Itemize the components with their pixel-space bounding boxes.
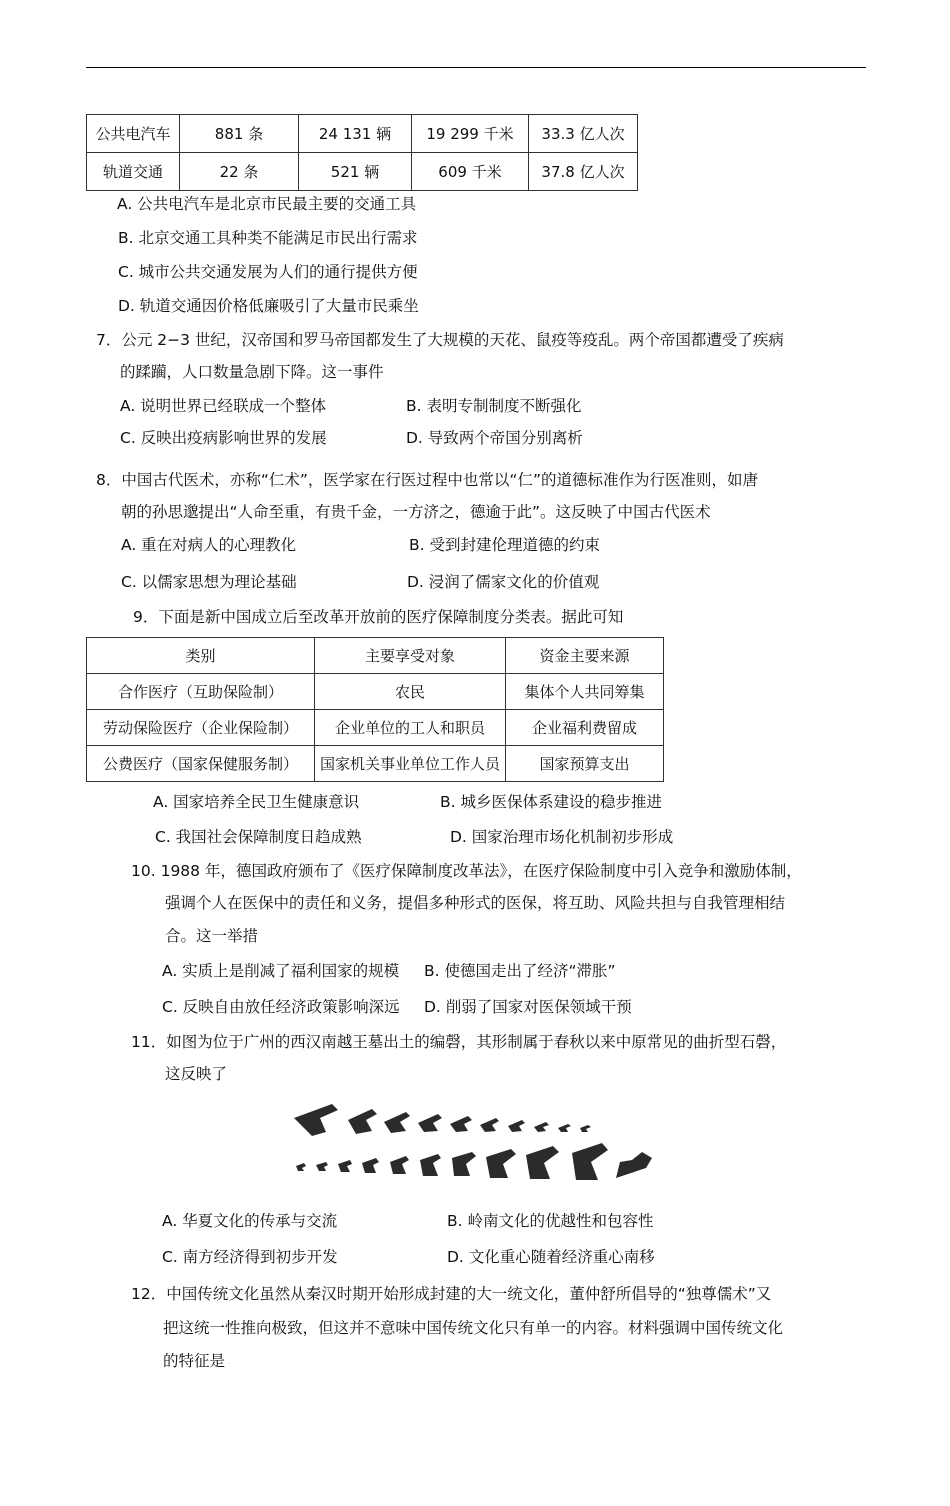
q11-stem-line2: 这反映了 [165, 1065, 228, 1083]
table-row [87, 710, 664, 746]
table-header: 主要享受对象 [315, 638, 506, 674]
q11-option-b: B. 岭南文化的优越性和包容性 [447, 1212, 654, 1230]
q11-option-d: D. 文化重心随着经济重心南移 [447, 1248, 655, 1266]
medical-insurance-table [86, 637, 664, 782]
table-cell: 轨道交通 [87, 153, 180, 191]
table-cell: 37.8 亿人次 [529, 153, 638, 191]
chime-stone [418, 1114, 442, 1132]
q8-stem-line2: 朝的孙思邈提出“人命至重，有贵千金，一方济之，德逾于此”。这反映了中国古代医术 [121, 503, 711, 521]
q9-option-c: C. 我国社会保障制度日趋成熟 [155, 828, 362, 846]
q8-option-a: A. 重在对病人的心理教化 [121, 536, 297, 554]
q6-option-d: D. 轨道交通因价格低廉吸引了大量市民乘坐 [118, 297, 419, 315]
chime-row-bottom [296, 1143, 652, 1180]
q6-option-b: B. 北京交通工具种类不能满足市民出行需求 [118, 229, 418, 247]
table-cell: 农民 [315, 674, 506, 710]
chime-stone [580, 1125, 591, 1132]
chime-stone [294, 1104, 338, 1136]
table-cell: 劳动保险医疗（企业保险制） [87, 710, 315, 746]
transport-table [86, 114, 638, 191]
table-cell: 521 辆 [299, 153, 412, 191]
table-header: 资金主要来源 [506, 638, 664, 674]
chime-stone [534, 1122, 549, 1132]
q6-option-a: A. 公共电汽车是北京市民最主要的交通工具 [117, 195, 417, 213]
q8-option-c: C. 以儒家思想为理论基础 [121, 573, 297, 591]
chime-stone [316, 1162, 328, 1171]
q6-option-c: C. 城市公共交通发展为人们的通行提供方便 [118, 263, 418, 281]
q7-stem-line1: 7．公元 2−3 世纪，汉帝国和罗马帝国都发生了大规模的天花、鼠疫等疫乱。两个帝国都遭受了疾病 [96, 331, 784, 349]
q9-option-d: D. 国家治理市场化机制初步形成 [450, 828, 674, 846]
q12-stem-line3: 的特征是 [163, 1352, 226, 1370]
chime-stone [296, 1163, 306, 1171]
table-cell: 881 条 [180, 115, 299, 153]
table-cell: 国家机关事业单位工作人员 [315, 746, 506, 782]
table-row [87, 674, 664, 710]
table-row [87, 746, 664, 782]
table-cell: 公共电汽车 [87, 115, 180, 153]
chime-stone [338, 1160, 352, 1172]
q11-stem-line1: 11．如图为位于广州的西汉南越王墓出土的编磬，其形制属于春秋以来中原常见的曲折型石磬， [131, 1033, 787, 1051]
chime-stone [420, 1154, 441, 1176]
table-cell: 22 条 [180, 153, 299, 191]
q10-stem-line1: 10. 1988 年，德国政府颁布了《医疗保障制度改革法》，在医疗保险制度中引入竞争和激励体制， [131, 862, 802, 880]
q10-option-c: C. 反映自由放任经济政策影响深远 [162, 998, 400, 1016]
table-cell: 609 千米 [412, 153, 529, 191]
chime-stone [348, 1109, 377, 1134]
q7-option-b: B. 表明专制制度不断强化 [406, 397, 582, 415]
q7-option-d: D. 导致两个帝国分别离析 [406, 429, 583, 447]
q9-option-b: B. 城乡医保体系建设的稳步推进 [440, 793, 662, 811]
chime-stone [362, 1158, 379, 1173]
chime-stone [616, 1152, 652, 1178]
q7-option-c: C. 反映出疫病影响世界的发展 [120, 429, 327, 447]
q7-stem-line2: 的蹂躏，人口数量急剧下降。这一事件 [120, 363, 384, 381]
chime-stone [526, 1146, 559, 1179]
chime-stone [572, 1143, 608, 1180]
chime-row-top [294, 1104, 591, 1136]
table-row [87, 153, 638, 191]
table-cell: 公费医疗（国家保健服务制） [87, 746, 315, 782]
table-cell: 企业福利费留成 [506, 710, 664, 746]
q12-stem-line2: 把这统一性推向极致，但这并不意味中国传统文化只有单一的内容。材料强调中国传统文化 [163, 1319, 784, 1337]
q10-option-b: B. 使德国走出了经济“滞胀” [424, 962, 616, 980]
chime-stone [508, 1120, 525, 1132]
stone-chimes-image [286, 1096, 666, 1188]
chime-stone [450, 1116, 472, 1132]
table-cell: 集体个人共同筹集 [506, 674, 664, 710]
table-header-row [87, 638, 664, 674]
chime-stone [558, 1124, 571, 1132]
q10-stem-line3: 合。这一举措 [165, 927, 259, 945]
q8-stem-line1: 8．中国古代医术，亦称“仁术”，医学家在行医过程中也常以“仁”的道德标准作为行医准则，如唐 [96, 471, 758, 489]
q7-option-a: A. 说明世界已经联成一个整体 [120, 397, 327, 415]
q10-stem-line2: 强调个人在医保中的责任和义务，提倡多种形式的医保，将互助、风险共担与自我管理相结 [165, 894, 786, 912]
table-cell: 企业单位的工人和职员 [315, 710, 506, 746]
chime-stone [486, 1149, 516, 1178]
chime-stone [384, 1112, 410, 1133]
q8-option-d: D. 浸润了儒家文化的价值观 [407, 573, 600, 591]
q11-option-c: C. 南方经济得到初步开发 [162, 1248, 338, 1266]
table-cell: 33.3 亿人次 [529, 115, 638, 153]
table-row [87, 115, 638, 153]
q10-option-d: D. 削弱了国家对医保领域干预 [424, 998, 632, 1016]
q9-stem: 9．下面是新中国成立后至改革开放前的医疗保障制度分类表。据此可知 [133, 608, 624, 626]
chime-stone [480, 1118, 499, 1132]
q12-stem-line1: 12．中国传统文化虽然从秦汉时期开始形成封建的大一统文化，董仲舒所倡导的“独尊儒术”又 [131, 1285, 772, 1303]
table-cell: 19 299 千米 [412, 115, 529, 153]
chime-stone [452, 1152, 476, 1176]
q8-option-b: B. 受到封建伦理道德的约束 [409, 536, 600, 554]
q11-option-a: A. 华夏文化的传承与交流 [162, 1212, 338, 1230]
table-cell: 国家预算支出 [506, 746, 664, 782]
table-cell: 合作医疗（互助保险制） [87, 674, 315, 710]
q9-option-a: A. 国家培养全民卫生健康意识 [153, 793, 360, 811]
table-header: 类别 [87, 638, 315, 674]
table-cell: 24 131 辆 [299, 115, 412, 153]
q10-option-a: A. 实质上是削减了福利国家的规模 [162, 962, 400, 980]
header-rule [86, 67, 866, 68]
chime-stone [390, 1156, 409, 1174]
